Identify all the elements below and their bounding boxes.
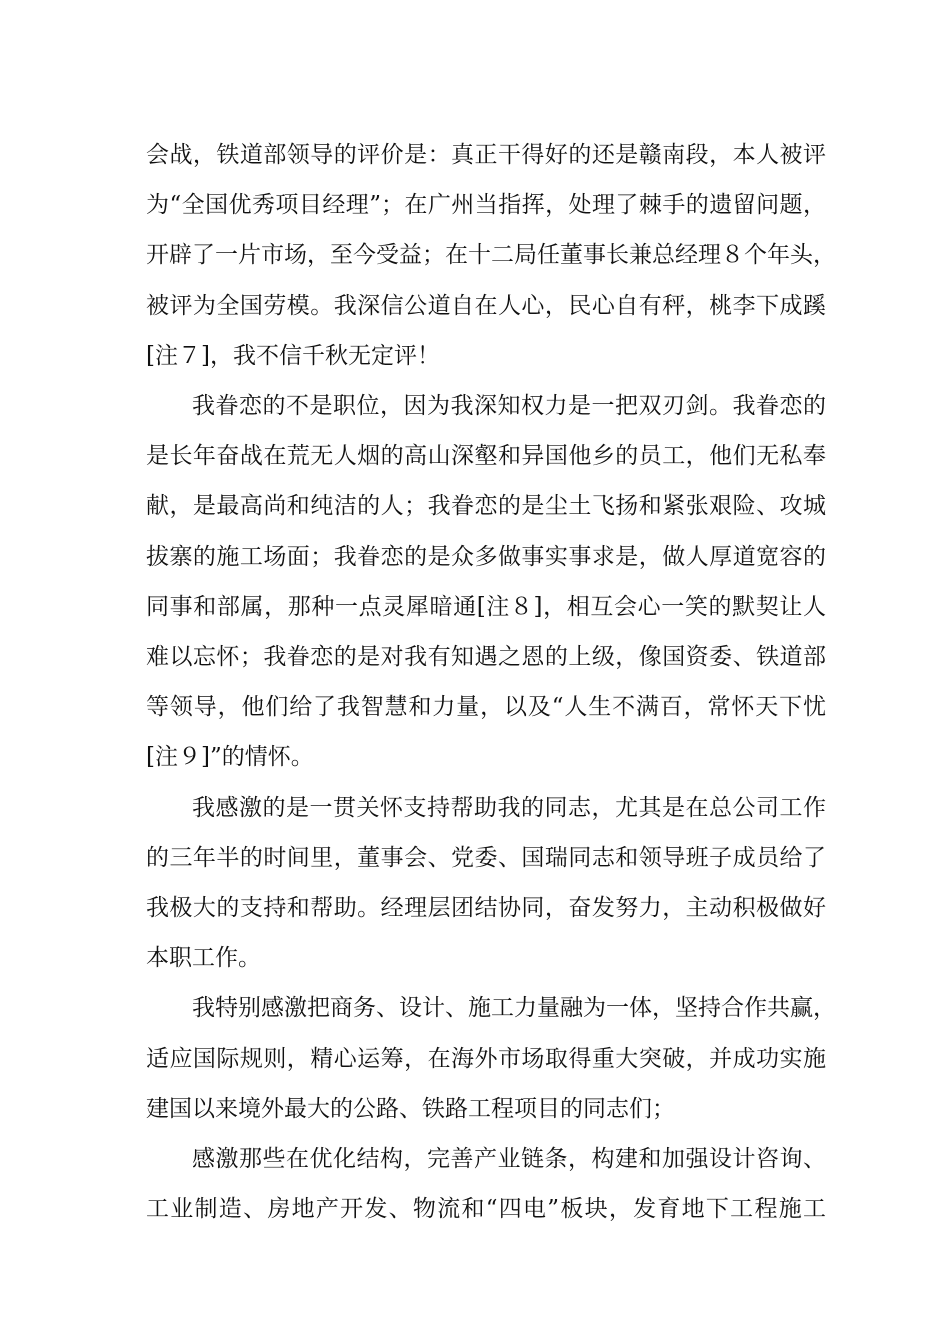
text-line: 会战，铁道部领导的评价是：真正干得好的还是赣南段，本人被评	[146, 142, 826, 168]
text-line: 工业制造、房地产开发、物流和“四电”板块，发育地下工程施工	[146, 1196, 826, 1223]
text-line: [注９]”的情怀。	[146, 744, 314, 771]
text-line: 同事和部属，那种一点灵犀暗通[注８]，相互会心一笑的默契让人	[146, 593, 826, 620]
text-line: 是长年奋战在荒无人烟的高山深壑和异国他乡的员工，他们无私奉	[146, 443, 826, 470]
text-line: 为“全国优秀项目经理”；在广州当指挥，处理了棘手的遗留问题，	[146, 192, 826, 219]
text-line: 献，是最高尚和纯洁的人；我眷恋的是尘土飞扬和紧张艰险、攻城	[146, 493, 826, 520]
paragraph-p1	[146, 130, 836, 381]
text-line: 建国以来境外最大的公路、铁路工程项目的同志们；	[146, 1095, 675, 1122]
paragraph-p4	[146, 983, 836, 1134]
paragraph-p2	[146, 381, 826, 783]
text-line: 我眷恋的不是职位，因为我深知权力是一把双刃剑。我眷恋的	[192, 393, 826, 420]
text-line: 开辟了一片市场，至今受益；在十二局任董事长兼总经理８个年头，	[146, 242, 836, 269]
text-line: [注７]，我不信千秋无定评！	[146, 342, 440, 369]
text-line: 我极大的支持和帮助。经理层团结协同，奋发努力，主动积极做好	[146, 895, 826, 922]
text-line: 拔寨的施工场面；我眷恋的是众多做事实事求是，做人厚道宽容的	[146, 543, 826, 570]
text-line: 被评为全国劳模。我深信公道自在人心，民心自有秤，桃李下成蹊	[146, 292, 826, 319]
text-line: 适应国际规则，精心运筹，在海外市场取得重大突破，并成功实施	[146, 1045, 826, 1072]
document-body	[146, 130, 836, 1234]
text-line: 感激那些在优化结构，完善产业链条，构建和加强设计咨询、	[192, 1146, 826, 1173]
paragraph-p3	[146, 783, 826, 984]
text-line: 我感激的是一贯关怀支持帮助我的同志，尤其是在总公司工作	[192, 794, 826, 821]
text-line: 难以忘怀；我眷恋的是对我有知遇之恩的上级，像国资委、铁道部	[146, 644, 826, 671]
text-line: 我特别感激把商务、设计、施工力量融为一体，坚持合作共赢，	[192, 995, 836, 1022]
text-line: 的三年半的时间里，董事会、党委、国瑞同志和领导班子成员给了	[146, 844, 826, 871]
text-line: 等领导，他们给了我智慧和力量，以及“人生不满百，常怀天下忧	[146, 694, 826, 721]
text-line: 本职工作。	[146, 945, 261, 972]
paragraph-p5	[146, 1134, 826, 1234]
